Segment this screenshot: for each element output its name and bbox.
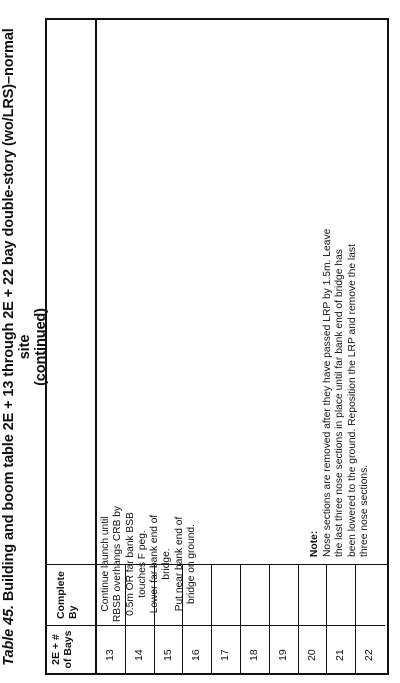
note-block	[309, 227, 372, 557]
header-spacer	[47, 20, 97, 565]
table-row	[241, 565, 270, 673]
table-title-text: Building and boom table 2E + 13 through 2E + 22 bay double-story (wo/LRS)–normal site	[1, 28, 33, 602]
bay-number: 20	[299, 625, 327, 673]
bay-number: 13	[97, 625, 125, 673]
bay-number: 19	[270, 625, 298, 673]
bay-number: 18	[241, 625, 269, 673]
header-complete-by: Complete By	[47, 565, 97, 625]
data-table	[45, 18, 389, 675]
table-row	[270, 565, 299, 673]
note-heading: Note:	[309, 530, 320, 557]
table-number: Table 45.	[1, 605, 17, 666]
note-text: Nose sections are removed after they have passed LRP by 1.5m. Leave the last three nose sections in place until far bank end of bridge has been lowered to the ground. Reposition the LRP and remove the last three nose sections.	[321, 228, 371, 557]
table-row	[299, 565, 328, 673]
bay-number: 14	[126, 625, 154, 673]
step-line: Lower far bank end of bridge.	[149, 514, 173, 614]
table-row	[212, 565, 241, 673]
table-row	[356, 565, 385, 673]
bay-number: 21	[327, 625, 355, 673]
step-line: Continue launch until RBSB overhangs CRB by 0.5m OR far bank BSB touches F peg.	[100, 505, 148, 623]
bay-number: 15	[155, 625, 183, 673]
step-description	[100, 505, 198, 623]
bay-number: 16	[183, 625, 211, 673]
table-title	[1, 17, 49, 677]
bay-number: 22	[356, 625, 385, 673]
table-row	[327, 565, 356, 673]
bay-number: 17	[212, 625, 240, 673]
header-bays: 2E + # of Bays	[47, 625, 97, 673]
step-line: Put near bank end of bridge on ground.	[173, 516, 198, 612]
table-title-continued: (continued)	[33, 308, 49, 386]
